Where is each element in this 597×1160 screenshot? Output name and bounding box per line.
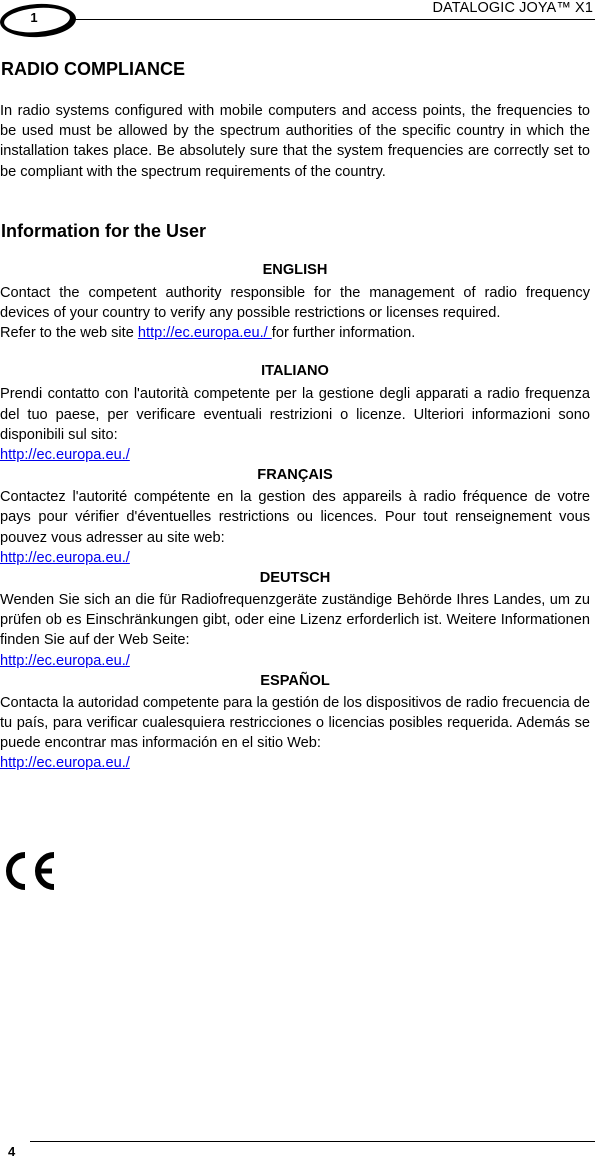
chapter-number: 1 [30, 10, 38, 25]
deutsch-link-line [0, 651, 590, 671]
francais-text: Contactez l'autorité compétente en la gestion des appareils à radio fréquence de votre pays pour vérifier d'éventuelles restrictions ou licences. Pour tout renseignement vous pouvez vous adresser au site web: [0, 489, 590, 546]
espanol-link-line [0, 753, 590, 773]
italiano-link[interactable]: http://ec.europa.eu./ [0, 447, 130, 464]
ce-mark-svg [0, 849, 58, 893]
radio-compliance-heading: RADIO COMPLIANCE [1, 59, 185, 79]
english-refer-prefix: Refer to the web site [0, 325, 138, 342]
italiano-heading: ITALIANO [261, 363, 329, 380]
english-text: Contact the competent authority responsible for the management of radio frequency devices of your country to verify any possible restrictions or licenses required. [0, 284, 590, 322]
deutsch-text: Wenden Sie sich an die für Radiofrequenzgeräte zuständige Behörde Ihres Landes, um zu prüfen ob es Einschränkungen gibt, oder eine Lizenz erforderlich ist. Weitere Informationen finden Sie auf der Web Seite: [0, 592, 590, 649]
header-rule [70, 19, 595, 20]
espanol-text: Contacta la autoridad competente para la gestión de los dispositivos de radio frecuencia de tu país, para verificar cualesquiera restricciones o licencias posibles requerida. Además se puede encontrar mas información en el sitio Web: [0, 694, 590, 752]
english-refer-suffix: for further information. [271, 325, 416, 342]
radio-compliance-paragraph: In radio systems configured with mobile computers and access points, the frequencies to be used must be allowed by the spectrum authorities of the specific country in which the installation takes place. Be absolutely sure that the system frequencies are correctly set to be compliant with the spectrum requirements of the country. [0, 103, 590, 180]
francais-link-line [0, 548, 590, 568]
english-heading: ENGLISH [262, 261, 328, 278]
francais-link[interactable]: http://ec.europa.eu./ [0, 549, 130, 566]
information-heading: Information for the User [1, 220, 207, 241]
espanol-link[interactable]: http://ec.europa.eu./ [0, 755, 130, 772]
english-link[interactable]: http://ec.europa.eu./ [137, 325, 272, 342]
espanol-heading: ESPAÑOL [260, 672, 330, 689]
english-refer-line [0, 323, 590, 343]
italiano-text: Prendi contatto con l'autorità competente per la gestione degli apparati a radio frequenza del tuo paese, per verificare eventuali restrizioni o licenze. Ulteriori informazioni sono disponibili sul sito: [0, 386, 590, 443]
page-content [0, 58, 590, 774]
product-name: DATALOGIC JOYA™ X1 [432, 0, 593, 16]
italiano-link-line [0, 445, 590, 465]
ce-mark-icon [0, 849, 58, 898]
francais-heading: FRANÇAIS [257, 467, 333, 484]
footer-rule [30, 1141, 595, 1142]
deutsch-link[interactable]: http://ec.europa.eu./ [0, 652, 130, 669]
deutsch-heading: DEUTSCH [259, 570, 331, 587]
page-number: 4 [8, 1144, 16, 1159]
